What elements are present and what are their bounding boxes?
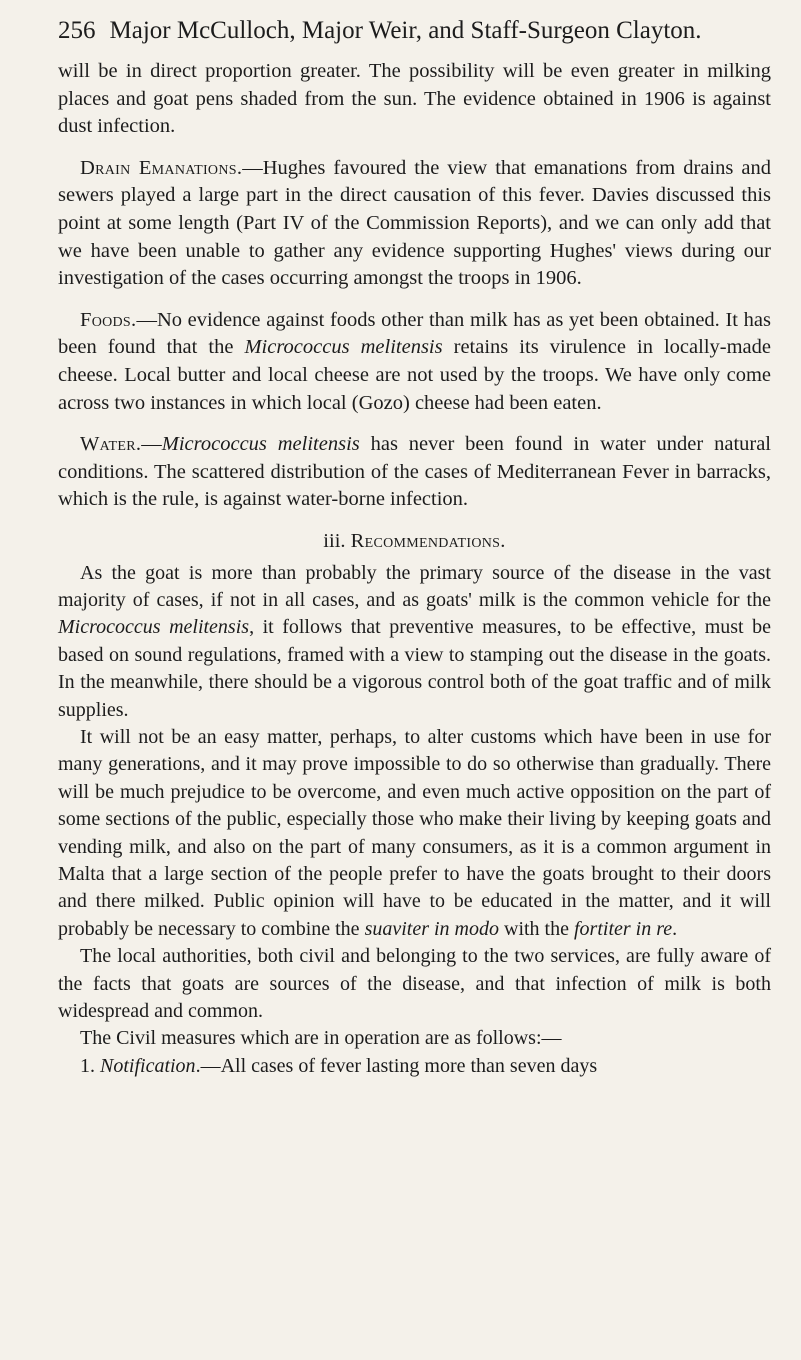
continuation-paragraph: will be in direct proportion greater. The possibility will be even greater in milking places and goat pens shaded from the sun. The evidence obtained in 1906 is against dust infection. bbox=[58, 60, 771, 138]
notification-item bbox=[58, 1053, 771, 1080]
rec-p2-suaviter: suaviter in modo bbox=[364, 917, 499, 940]
rec-p2-fortiter: fortiter in re bbox=[574, 917, 673, 940]
drain-emanations-heading: Drain Emanations. bbox=[80, 156, 243, 179]
rec-p1-organism: Micrococcus melitensis bbox=[58, 616, 250, 639]
recommendations-heading bbox=[58, 528, 771, 556]
rec-p2-text-a: It will not be an easy matter, perhaps, to alter customs which have been in use for many generations, and it may prove impossible to do so otherwise than gradually. There will be much prejudice to be overcome, and even much active opposition on the part of some sections of the public, especially those who make their living by keeping goats and vending milk, and also on the part of many consumers, as it is a common argument in Malta that a large section of the people prefer to have the goats brought to their doors and there milked. Public opinion will have to be educated in the matter, and it will probably be necessary to combine the bbox=[58, 725, 771, 940]
drain-emanations-text: —Hughes favoured the view that emanations from drains and sewers played a large part in the direct causation of this fever. Davies discussed this point at some length (Part IV of the Commission Reports), and we can only add that we have been unable to gather any evidence supporting Hughes' views during our investigation of the cases occurring amongst the troops in 1906. bbox=[58, 156, 771, 290]
running-head bbox=[58, 14, 771, 48]
water-heading: Water. bbox=[80, 433, 142, 456]
notification-text: .—All cases of fever lasting more than seven days bbox=[195, 1054, 598, 1077]
rec-p2-text-c: . bbox=[672, 917, 678, 940]
recommendations-numeral: iii. bbox=[323, 529, 346, 552]
water-paragraph bbox=[58, 431, 771, 514]
recommendations-paragraph-4: The Civil measures which are in operation are as follows:— bbox=[80, 1027, 562, 1050]
recommendations-section bbox=[58, 560, 771, 1081]
rec-p2-text-b: with the bbox=[499, 917, 574, 940]
page-number: 256 bbox=[58, 17, 96, 44]
recommendations-paragraph-2 bbox=[58, 724, 771, 943]
foods-text-1: —No evidence against foods other than milk has as yet been obtained. It has been found that the bbox=[58, 308, 771, 359]
notification-label: 1. bbox=[80, 1054, 100, 1077]
water-text-1: — bbox=[141, 433, 162, 456]
rec-p1-text-a: As the goat is more than probably the primary source of the disease in the vast majority of cases, if not in all cases, and as goats' milk is the common vehicle for the bbox=[58, 561, 771, 611]
recommendations-paragraph-3: The local authorities, both civil and belonging to the two services, are fully aware of the facts that goats are sources of the disease, and that infection of milk is both widespread and common. bbox=[58, 945, 771, 1022]
recommendations-title: Recommendations. bbox=[350, 529, 506, 552]
water-organism: Micrococcus melitensis bbox=[161, 433, 360, 456]
drain-emanations-paragraph bbox=[58, 155, 771, 293]
notification-title: Notification bbox=[100, 1054, 196, 1077]
foods-heading: Foods. bbox=[80, 308, 137, 331]
rec-p1-text-b: , it follows that preventive measures, to be effective, must be based on sound regulations, framed with a view to stamping out the disease in the goats. In the meanwhile, there should be a vigorous control both of the goat traffic and of milk supplies. bbox=[58, 616, 771, 721]
water-text-2: has never been found in water under natural conditions. The scattered distribution of the cases of Mediterranean Fever in barracks, which is the rule, is against water-borne infection. bbox=[58, 433, 772, 511]
foods-text-2: retains its virulence in locally-made cheese. Local butter and local cheese are not used by the troops. We have only come across two instances in which local (Gozo) cheese had been eaten. bbox=[58, 336, 771, 414]
recommendations-paragraph-1 bbox=[58, 560, 771, 724]
foods-paragraph bbox=[58, 307, 771, 417]
running-title: Major McCulloch, Major Weir, and Staff-Surgeon Clayton. bbox=[109, 17, 702, 44]
foods-organism: Micrococcus melitensis bbox=[244, 336, 443, 359]
